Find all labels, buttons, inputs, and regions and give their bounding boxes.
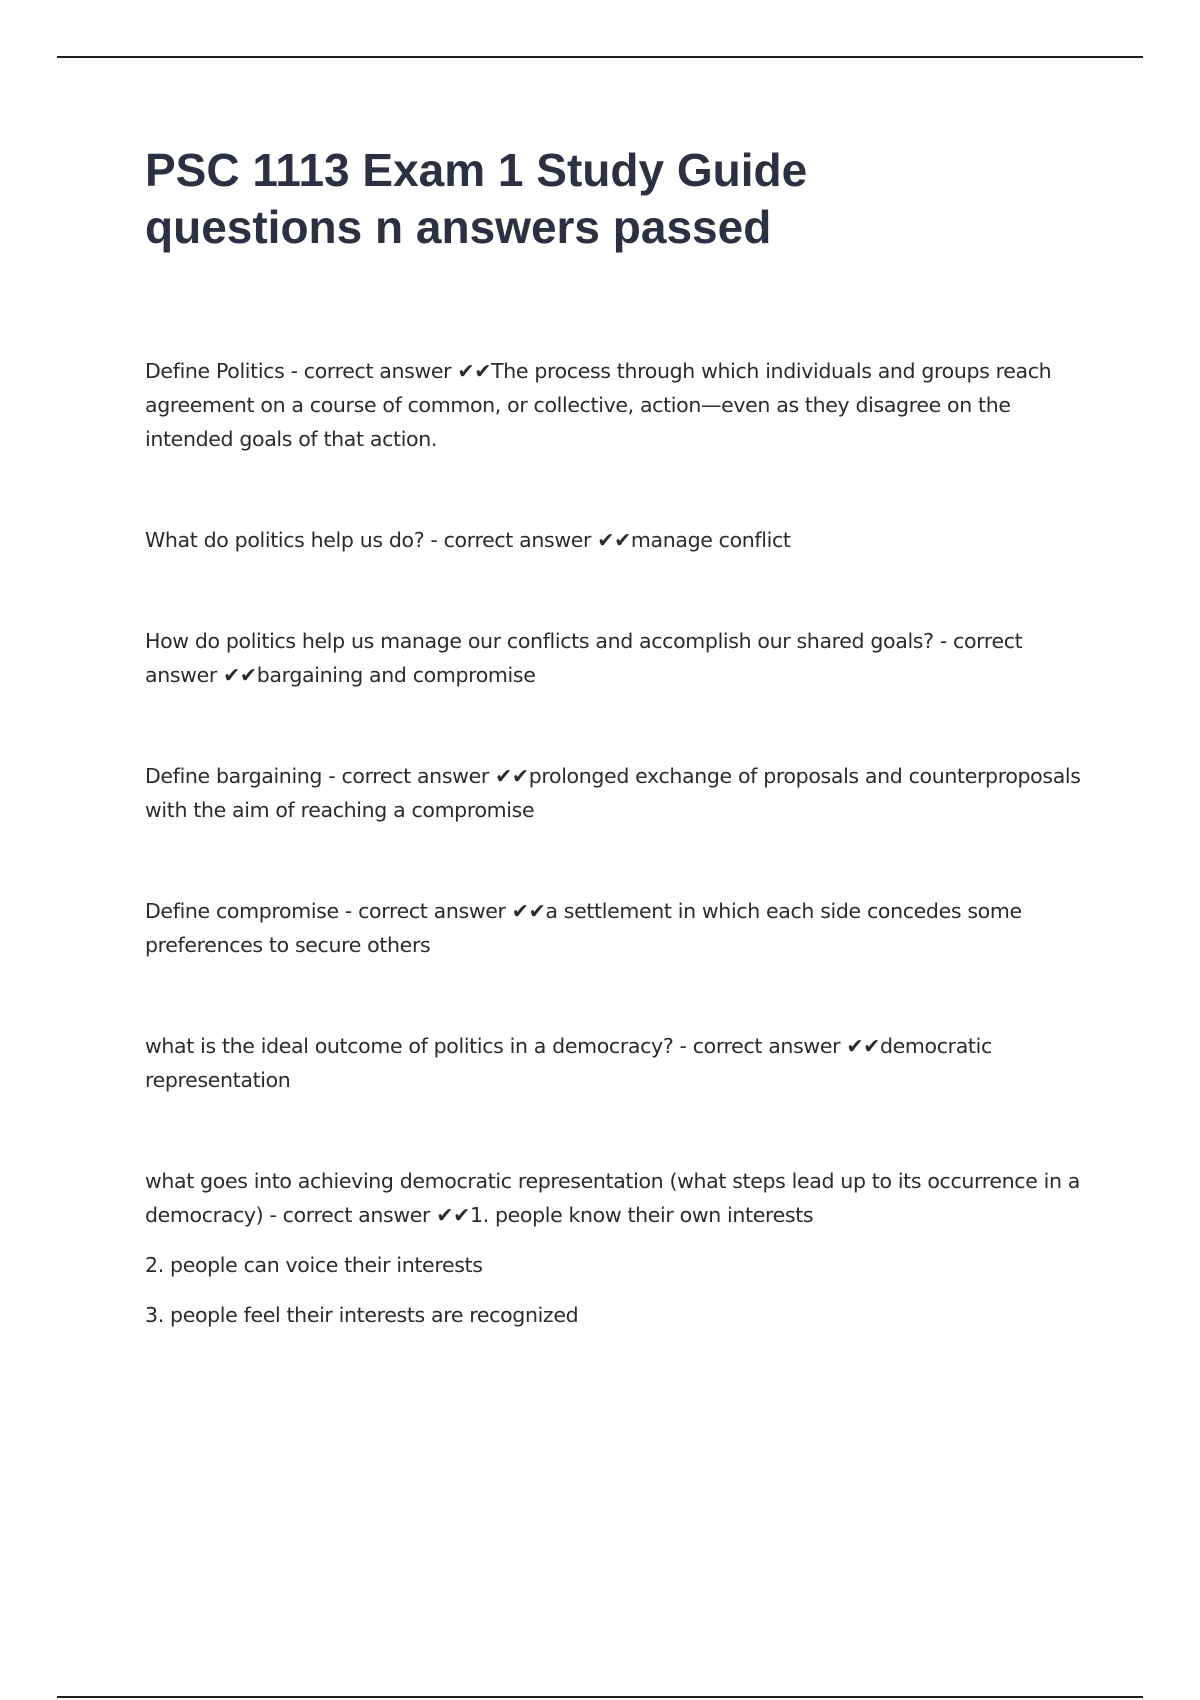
qa-text: What do politics help us do? - correct answer ✔✔manage conflict <box>145 528 791 552</box>
document-title <box>145 142 1045 256</box>
qa-item-define-politics <box>145 354 1100 456</box>
qa-text: How do politics help us manage our conflicts and accomplish our shared goals? - correct answer ✔✔bargaining and compromise <box>145 629 1023 687</box>
qa-answer-step-2: 2. people can voice their interests <box>145 1253 483 1277</box>
title-line-1: PSC 1113 Exam 1 Study Guide <box>145 144 808 196</box>
qa-list <box>145 354 1100 1399</box>
qa-text: Define Politics - correct answer ✔✔The process through which individuals and groups reach agreement on a course of common, or collective, action—even as they disagree on the intended goals of that action. <box>145 359 1052 451</box>
qa-item-ideal-outcome <box>145 1029 1100 1097</box>
qa-text: Define compromise - correct answer ✔✔a settlement in which each side concedes some preferences to secure others <box>145 899 1022 957</box>
top-rule <box>57 56 1143 58</box>
qa-item-politics-help <box>145 523 1100 557</box>
qa-text: Define bargaining - correct answer ✔✔prolonged exchange of proposals and counterproposals with the aim of reaching a compromise <box>145 764 1081 822</box>
qa-text: what goes into achieving democratic representation (what steps lead up to its occurrence in a democracy) - correct answer ✔✔1. people know their own interests <box>145 1169 1080 1227</box>
qa-item-democratic-representation <box>145 1164 1100 1332</box>
bottom-rule <box>57 1696 1143 1698</box>
qa-answer-step-3: 3. people feel their interests are recognized <box>145 1303 579 1327</box>
qa-item-define-bargaining <box>145 759 1100 827</box>
qa-item-define-compromise <box>145 894 1100 962</box>
qa-text: what is the ideal outcome of politics in a democracy? - correct answer ✔✔democratic representation <box>145 1034 992 1092</box>
qa-item-manage-conflicts <box>145 624 1100 692</box>
title-line-2: questions n answers passed <box>145 201 772 253</box>
